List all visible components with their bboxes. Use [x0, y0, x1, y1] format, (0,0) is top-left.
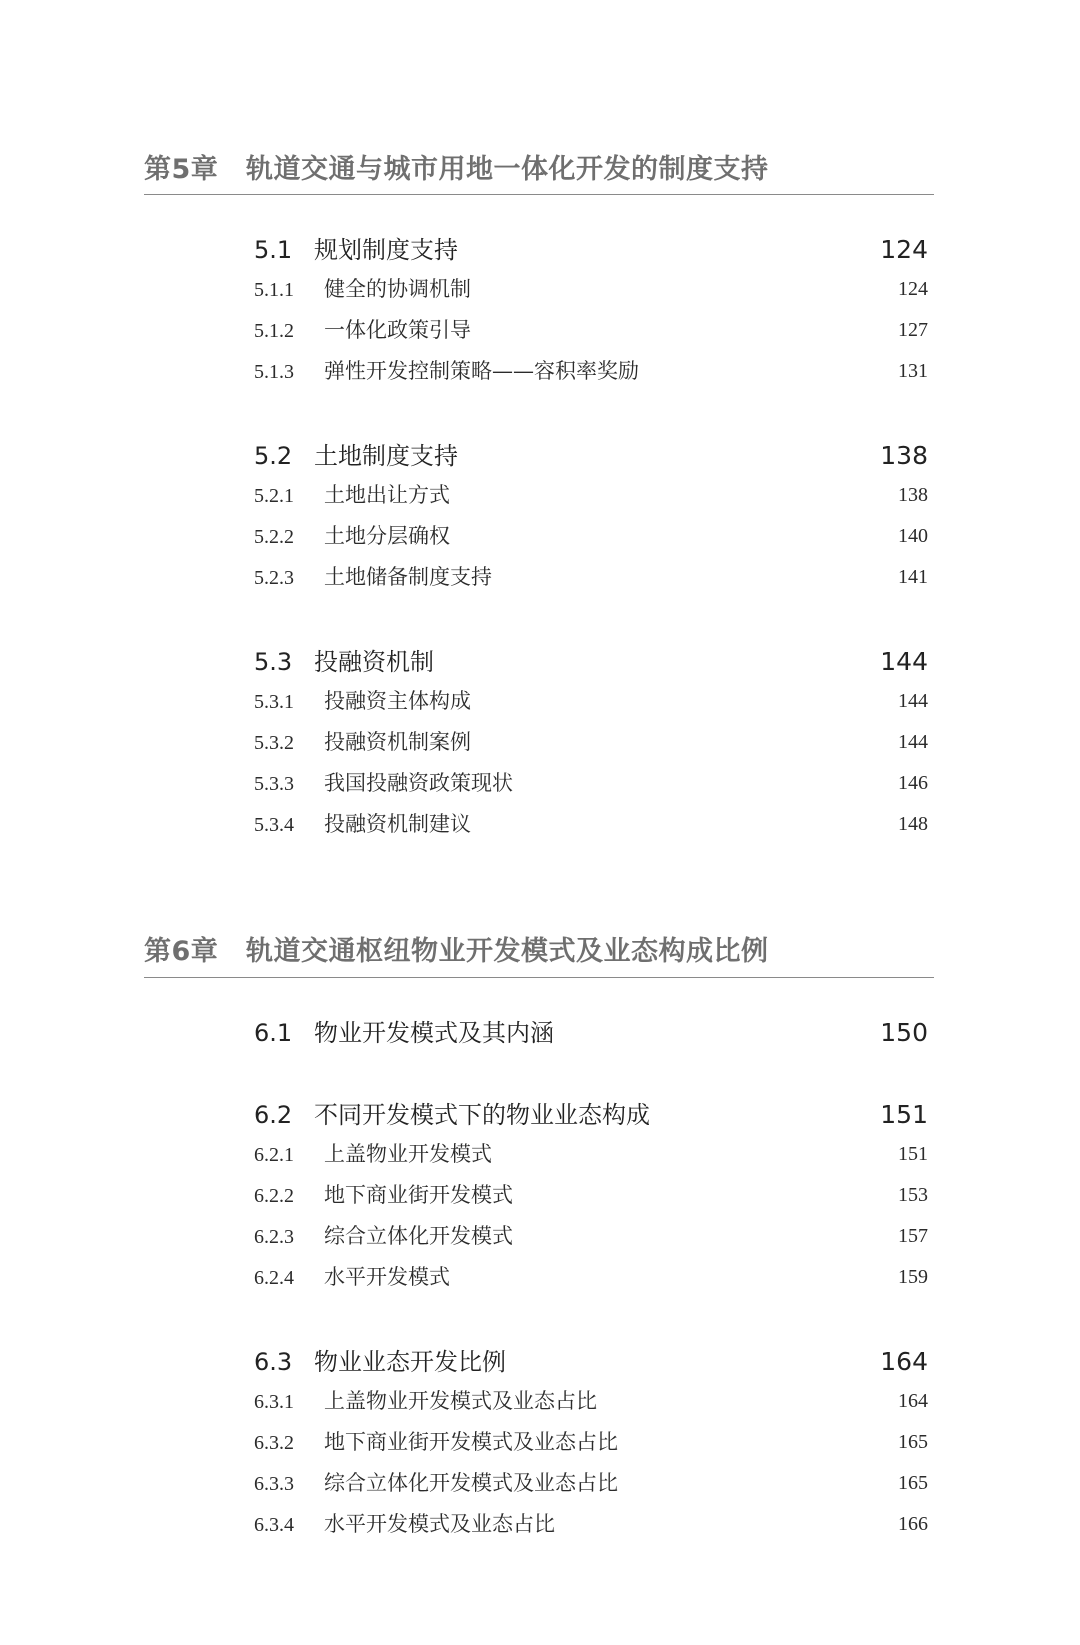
subsection-page: 151	[898, 1143, 928, 1165]
subsection-title: 投融资机制建议	[324, 812, 471, 836]
chapter-heading-6	[144, 932, 934, 972]
subsection-page: 138	[898, 484, 928, 506]
section-page: 144	[880, 647, 928, 676]
subsection-title: 土地分层确权	[324, 524, 450, 548]
subsection-number: 5.1.1	[254, 279, 294, 301]
toc-subsection[interactable]	[254, 766, 928, 800]
toc-subsection[interactable]	[254, 313, 928, 347]
subsection-title: 综合立体化开发模式及业态占比	[324, 1471, 618, 1495]
section-number: 5.3	[254, 648, 293, 676]
subsection-page: 124	[898, 278, 928, 300]
subsection-page: 131	[898, 360, 928, 382]
chapter-divider	[144, 194, 934, 195]
subsection-number: 5.3.1	[254, 691, 294, 713]
chapter-divider	[144, 977, 934, 978]
toc-subsection[interactable]	[254, 272, 928, 306]
subsection-number: 5.3.3	[254, 773, 294, 795]
subsection-page: 146	[898, 772, 928, 794]
toc-subsection[interactable]	[254, 354, 928, 388]
subsection-title: 投融资机制案例	[324, 730, 471, 754]
subsection-number: 5.2.3	[254, 567, 294, 589]
subsection-title: 地下商业街开发模式及业态占比	[324, 1430, 618, 1454]
toc-section[interactable]	[254, 1097, 928, 1133]
subsection-page: 153	[898, 1184, 928, 1206]
subsection-number: 6.3.2	[254, 1432, 294, 1454]
subsection-title: 土地储备制度支持	[324, 565, 492, 589]
toc-subsection[interactable]	[254, 1425, 928, 1459]
toc-subsection[interactable]	[254, 560, 928, 594]
subsection-number: 6.3.1	[254, 1391, 294, 1413]
toc-subsection[interactable]	[254, 725, 928, 759]
subsection-page: 157	[898, 1225, 928, 1247]
subsection-title: 综合立体化开发模式	[324, 1224, 513, 1248]
toc-section[interactable]	[254, 644, 928, 680]
toc-subsection[interactable]	[254, 478, 928, 512]
section-title: 投融资机制	[314, 648, 434, 676]
subsection-title: 水平开发模式及业态占比	[324, 1512, 555, 1536]
subsection-title: 健全的协调机制	[324, 277, 471, 301]
subsection-page: 144	[898, 731, 928, 753]
toc-subsection[interactable]	[254, 1260, 928, 1294]
toc-subsection[interactable]	[254, 807, 928, 841]
subsection-number: 5.2.2	[254, 526, 294, 548]
subsection-page: 159	[898, 1266, 928, 1288]
chapter-title	[144, 150, 934, 190]
subsection-number: 6.3.3	[254, 1473, 294, 1495]
subsection-page: 140	[898, 525, 928, 547]
section-page: 138	[880, 441, 928, 470]
toc-section[interactable]	[254, 1015, 928, 1051]
subsection-title: 投融资主体构成	[324, 689, 471, 713]
subsection-title: 土地出让方式	[324, 483, 450, 507]
subsection-page: 166	[898, 1513, 928, 1535]
chapter-number: 第5章	[144, 154, 219, 185]
subsection-page: 165	[898, 1431, 928, 1453]
subsection-number: 5.3.4	[254, 814, 294, 836]
subsection-page: 144	[898, 690, 928, 712]
section-title: 规划制度支持	[314, 236, 458, 264]
subsection-title: 水平开发模式	[324, 1265, 450, 1289]
toc-section[interactable]	[254, 1344, 928, 1380]
subsection-title: 上盖物业开发模式	[324, 1142, 492, 1166]
chapter-title	[144, 932, 934, 972]
chapter-title-text: 轨道交通枢纽物业开发模式及业态构成比例	[246, 936, 769, 967]
section-number: 6.1	[254, 1019, 293, 1047]
toc-subsection[interactable]	[254, 1137, 928, 1171]
subsection-page: 148	[898, 813, 928, 835]
subsection-number: 6.2.3	[254, 1226, 294, 1248]
toc-subsection[interactable]	[254, 1219, 928, 1253]
subsection-number: 6.2.1	[254, 1144, 294, 1166]
section-number: 6.2	[254, 1101, 293, 1129]
section-title: 不同开发模式下的物业业态构成	[314, 1101, 650, 1129]
section-title: 物业开发模式及其内涵	[314, 1019, 554, 1047]
toc-subsection[interactable]	[254, 519, 928, 553]
subsection-page: 164	[898, 1390, 928, 1412]
subsection-page: 127	[898, 319, 928, 341]
toc-subsection[interactable]	[254, 1178, 928, 1212]
subsection-number: 5.2.1	[254, 485, 294, 507]
chapter-number: 第6章	[144, 936, 219, 967]
subsection-title: 地下商业街开发模式	[324, 1183, 513, 1207]
subsection-title: 弹性开发控制策略——容积率奖励	[324, 359, 639, 383]
toc-subsection[interactable]	[254, 684, 928, 718]
toc-subsection[interactable]	[254, 1384, 928, 1418]
toc-subsection[interactable]	[254, 1466, 928, 1500]
section-title: 土地制度支持	[314, 442, 458, 470]
subsection-title: 一体化政策引导	[324, 318, 471, 342]
subsection-page: 141	[898, 566, 928, 588]
subsection-number: 5.1.2	[254, 320, 294, 342]
toc-section[interactable]	[254, 438, 928, 474]
subsection-number: 6.2.2	[254, 1185, 294, 1207]
subsection-number: 5.3.2	[254, 732, 294, 754]
section-page: 151	[880, 1100, 928, 1129]
section-page: 124	[880, 235, 928, 264]
subsection-page: 165	[898, 1472, 928, 1494]
section-number: 5.1	[254, 236, 293, 264]
chapter-title-text: 轨道交通与城市用地一体化开发的制度支持	[246, 154, 769, 185]
subsection-number: 6.2.4	[254, 1267, 294, 1289]
section-number: 5.2	[254, 442, 293, 470]
section-page: 164	[880, 1347, 928, 1376]
toc-section[interactable]	[254, 232, 928, 268]
section-page: 150	[880, 1018, 928, 1047]
section-number: 6.3	[254, 1348, 293, 1376]
chapter-heading-5	[144, 150, 934, 190]
subsection-title: 我国投融资政策现状	[324, 771, 513, 795]
toc-subsection[interactable]	[254, 1507, 928, 1541]
subsection-number: 6.3.4	[254, 1514, 294, 1536]
subsection-number: 5.1.3	[254, 361, 294, 383]
subsection-title: 上盖物业开发模式及业态占比	[324, 1389, 597, 1413]
section-title: 物业业态开发比例	[314, 1348, 506, 1376]
